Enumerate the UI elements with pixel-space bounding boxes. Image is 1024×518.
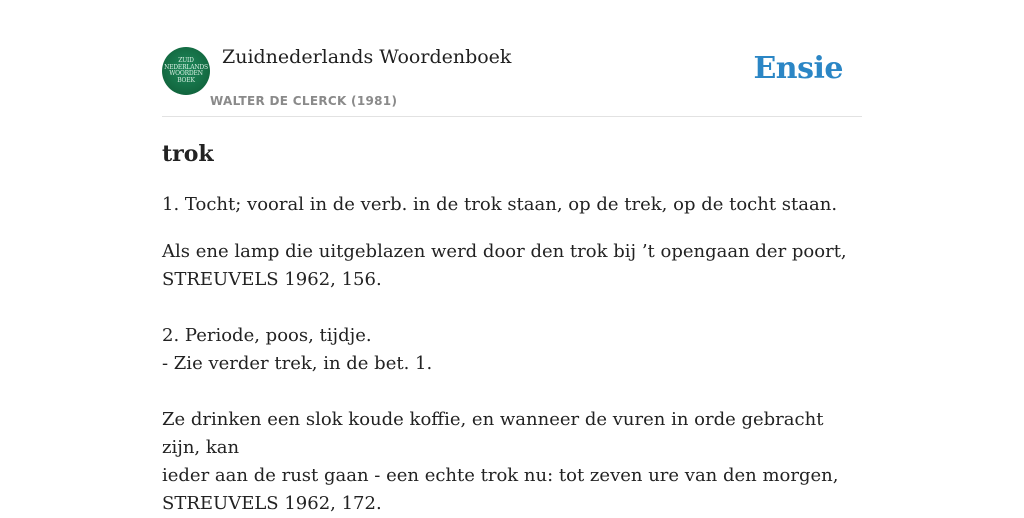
- dictionary-entry: [162, 138, 862, 518]
- page: [162, 0, 862, 514]
- book-logo[interactable]: [162, 47, 210, 95]
- body-line: [162, 378, 862, 406]
- headword: trok: [162, 141, 214, 167]
- body-line: STREUVELS 1962, 172.: [162, 493, 382, 514]
- body-line: [162, 294, 862, 322]
- body-line: ieder aan de rust gaan - een echte trok nu: tot zeven ure van den morgen,: [162, 465, 839, 486]
- body-line: - Zie verder trek, in de bet. 1.: [162, 353, 433, 374]
- book-title-link[interactable]: Zuidnederlands Woordenboek: [222, 46, 512, 68]
- book-author: WALTER DE CLERCK (1981): [210, 94, 398, 108]
- logo-line: WOORDEN: [169, 70, 203, 77]
- logo-line: BOEK: [177, 76, 195, 84]
- body-line: Als ene lamp die uitgeblazen werd door den trok bij ’t opengaan der poort,: [162, 241, 847, 262]
- body-line: STREUVELS 1962, 156.: [162, 269, 382, 290]
- body-line: 2. Periode, poos, tijdje.: [162, 325, 372, 346]
- body-line: Ze drinken een slok koude koffie, en wanneer de vuren in orde gebracht zijn, kan: [162, 409, 824, 458]
- entry-body: [162, 238, 862, 518]
- logo-line: ZUID: [178, 57, 194, 64]
- ensie-brand-link[interactable]: Ensie: [753, 51, 843, 86]
- logo-line: NEDERLANDS: [164, 63, 208, 71]
- sense-1-definition: 1. Tocht; vooral in de verb. in de trok staan, op de trek, op de tocht staan.: [162, 194, 838, 215]
- book-header: [162, 0, 862, 117]
